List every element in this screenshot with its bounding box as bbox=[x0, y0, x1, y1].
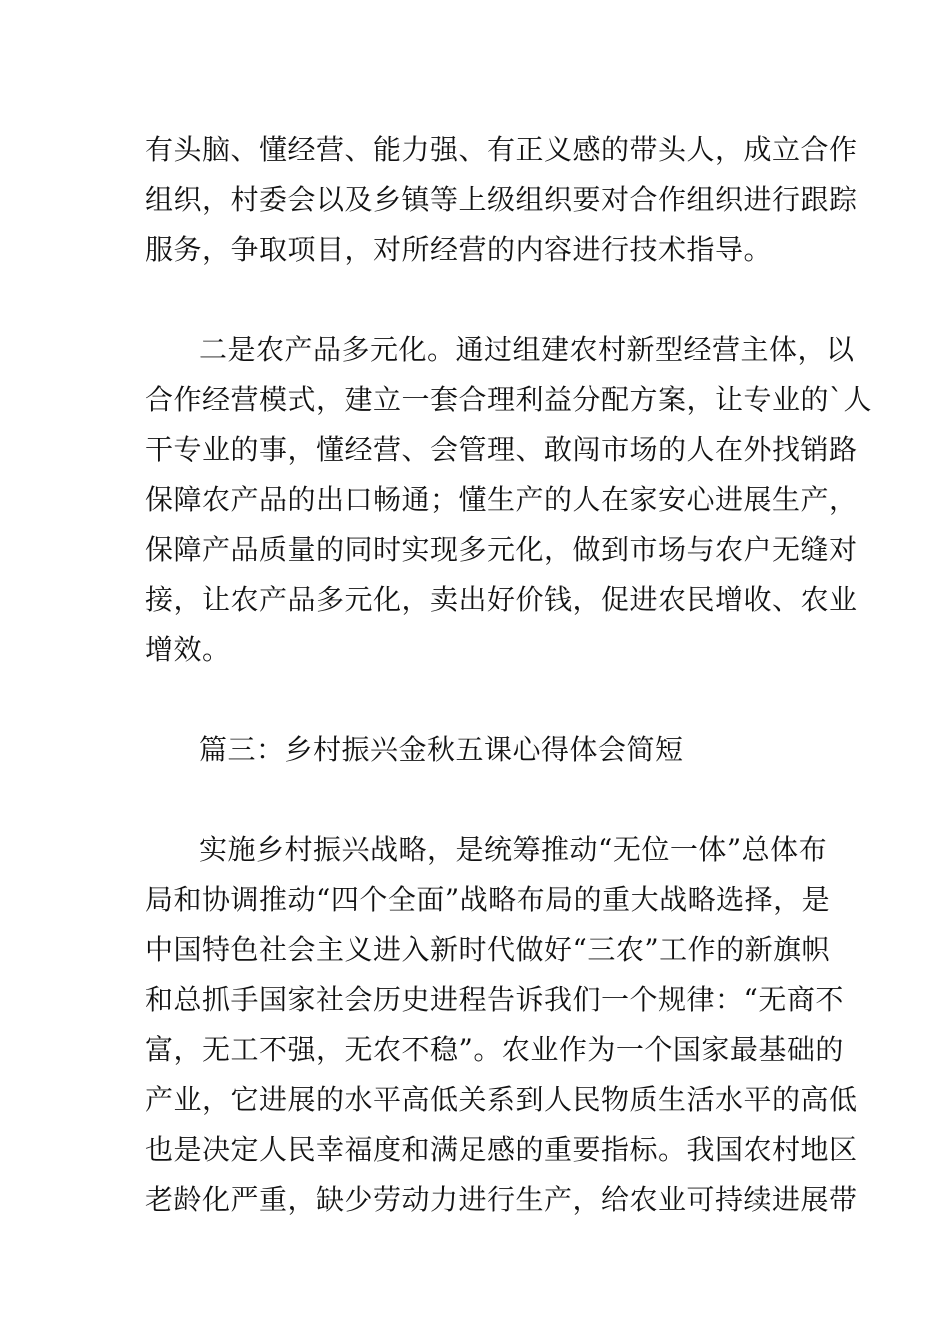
text-line: 实施乡村振兴战略，是统筹推动“无位一体”总体布 bbox=[199, 833, 828, 866]
text-line: 中国特色社会主义进入新时代做好“三农”工作的新旗帜 bbox=[145, 933, 831, 966]
text-line: 服务，争取项目，对所经营的内容进行技术指导。 bbox=[145, 233, 773, 266]
text-line: 接，让农产品多元化，卖出好价钱，促进农民增收、农业 bbox=[145, 583, 858, 616]
text-line: 富，无工不强，无农不稳”。农业作为一个国家最基础的 bbox=[145, 1033, 844, 1066]
text-line: 也是决定人民幸福度和满足感的重要指标。我国农村地区 bbox=[145, 1133, 858, 1166]
text-line: 保障农产品的出口畅通；懂生产的人在家安心进展生产， bbox=[145, 483, 858, 516]
text-line: 二是农产品多元化。通过组建农村新型经营主体，以 bbox=[199, 333, 855, 366]
text-line: 有头脑、懂经营、能力强、有正义感的带头人，成立合作 bbox=[145, 133, 858, 166]
text-line: 组织，村委会以及乡镇等上级组织要对合作组织进行跟踪 bbox=[145, 183, 858, 216]
text-line: 增效。 bbox=[145, 633, 231, 666]
text-line: 保障产品质量的同时实现多元化，做到市场与农户无缝对 bbox=[145, 533, 858, 566]
section-heading: 篇三：乡村振兴金秋五课心得体会简短 bbox=[199, 733, 684, 766]
text-line: 老龄化严重，缺少劳动力进行生产，给农业可持续进展带 bbox=[145, 1183, 858, 1216]
text-line: 产业，它进展的水平高低关系到人民物质生活水平的高低 bbox=[145, 1083, 858, 1116]
text-line: 干专业的事，懂经营、会管理、敢闯市场的人在外找销路 bbox=[145, 433, 858, 466]
text-line: 合作经营模式，建立一套合理利益分配方案，让专业的`人 bbox=[145, 383, 873, 416]
text-line: 和总抓手国家社会历史进程告诉我们一个规律：“无商不 bbox=[145, 983, 844, 1016]
text-line: 局和协调推动“四个全面”战略布局的重大战略选择，是 bbox=[145, 883, 831, 916]
